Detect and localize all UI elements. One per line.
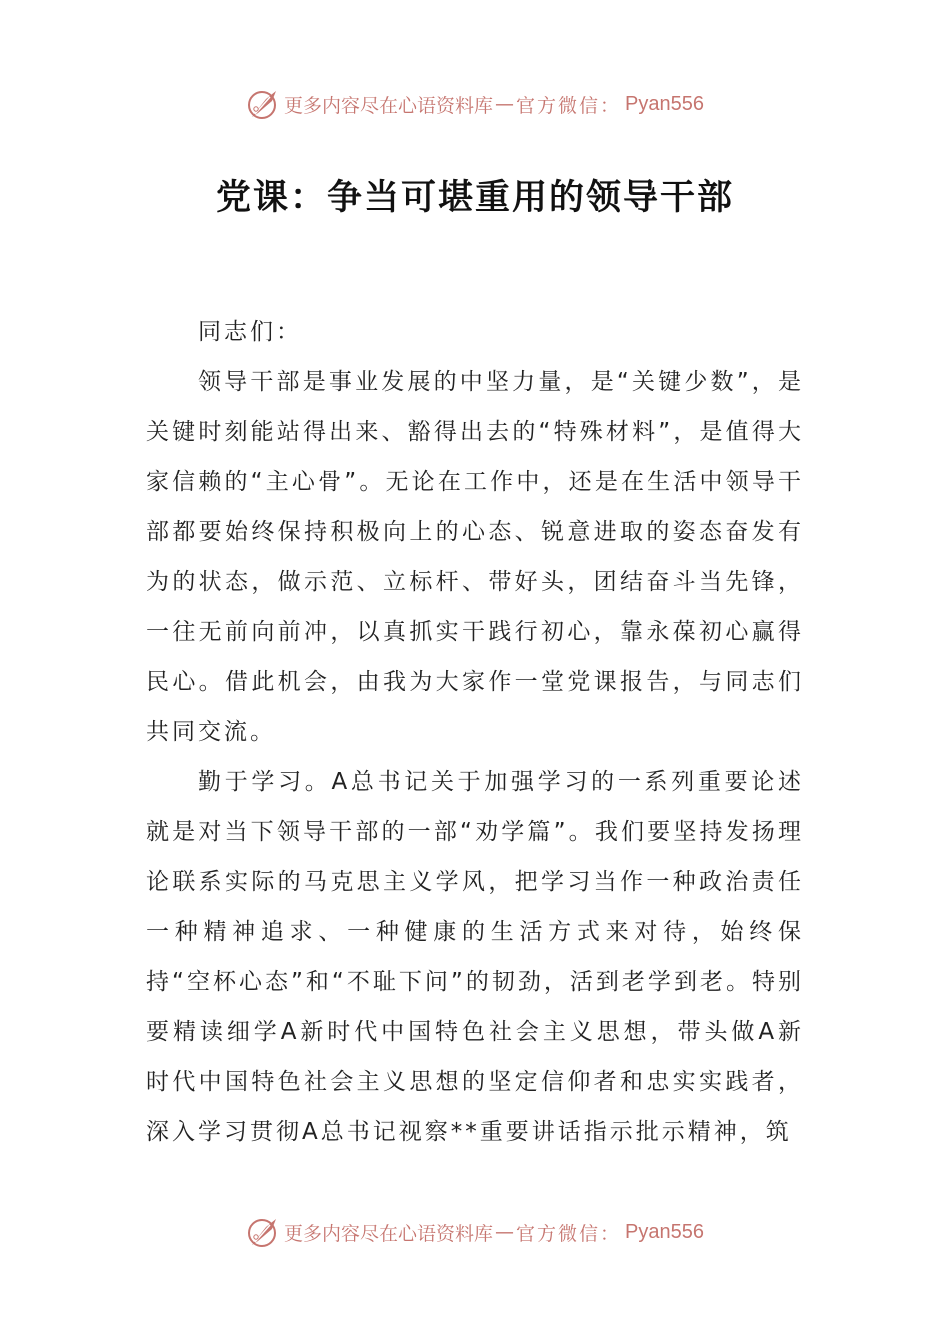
paragraph: 领导干部是事业发展的中坚力量，是“关键少数”，是关键时刻能站得出来、豁得出去的“特殊材料”，是值得大家信赖的“主心骨”。无论在工作中，还是在生活中领导干部都要始终保持积极向上的心态、锐意进取的姿态奋发有为的状态，做示范、立标杆、带好头，团结奋斗当先锋，一往无前向前冲，以真抓实干践行初心，靠永葆初心赢得民心。借此机会，由我为大家作一堂党课报告，与同志们共同交流。 (146, 369, 804, 745)
salutation: 同志们： (198, 319, 302, 345)
paragraph: 勤于学习。A总书记关于加强学习的一系列重要论述就是对当下领导干部的一部“劝学篇”。我们要坚持发扬理论联系实际的马克思主义学风，把学习当作一种政治责任一种精神追求、一种健康的生活方式来对待，始终保持“空杯心态”和“不耻下问”的韧劲，活到老学到老。特别要精读细学A新时代中国特色社会主义思想，带头做A新时代中国特色社会主义思想的坚定信仰者和忠实实践者，深入学习贯彻A总书记视察**重要讲话指示批示精神，筑 (146, 769, 804, 1145)
banner-wechat-id: Pyan556 (625, 1220, 704, 1243)
footer-banner (0, 1212, 950, 1252)
document-title: 党课：争当可堪重用的领导干部 (215, 177, 734, 218)
document-body (146, 307, 804, 1157)
quill-pen-logo-icon (246, 1215, 280, 1249)
banner-wechat-label: 官方微信： (516, 1222, 622, 1245)
header-banner (0, 84, 950, 124)
banner-wechat-id: Pyan556 (625, 92, 704, 115)
banner-main-text: 更多内容尽在心语资料库 (284, 94, 494, 117)
banner-dash: — (495, 1221, 515, 1243)
banner-main-text: 更多内容尽在心语资料库 (284, 1222, 494, 1245)
quill-pen-logo-icon (246, 87, 280, 121)
banner-dash: — (495, 93, 515, 115)
banner-wechat-label: 官方微信： (516, 94, 622, 117)
